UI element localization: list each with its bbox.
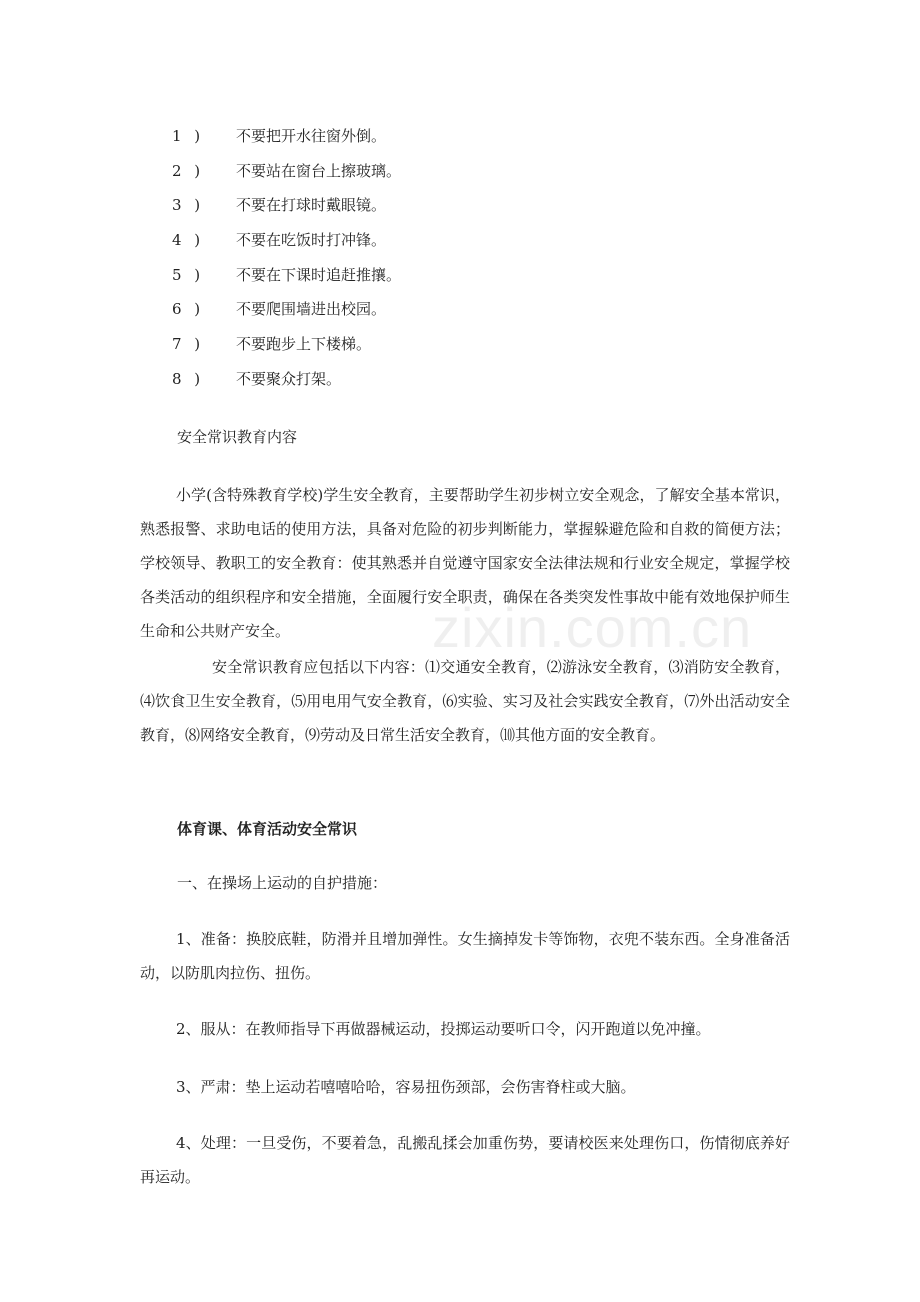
sub-heading-playground-measures: 一、在操场上运动的自护措施： [177,874,388,892]
list-item-text: 不要跑步上下楼梯。 [236,335,372,354]
list-item [172,157,772,192]
watermark: zixin.com.cn [432,596,753,659]
list-item-number: 4 ) [172,231,205,250]
paragraph-education-contents: 安全常识教育应包括以下内容：⑴交通安全教育，⑵游泳安全教育，⑶消防安全教育，⑷饮食卫生安全教育，⑸用电用气安全教育，⑹实验、实习及社会实践安全教育，⑺外出活动安全教育，⑻网络安全教育，⑼劳动及日常生活安全教育，⑽其他方面的安全教育。 [140,658,790,744]
paragraph-obey: 2、服从：在教师指导下再做器械运动，投掷运动要听口令，闪开跑道以免冲撞。 [176,1020,711,1038]
list-item-text: 不要在打球时戴眼镜。 [236,196,387,215]
list-item-number: 6 ) [172,300,205,319]
list-item-text: 不要在下课时追赶推攘。 [236,265,402,284]
section-heading-pe-safety: 体育课、体育活动安全常识 [177,820,358,838]
list-item [172,226,772,261]
list-item [172,191,772,226]
list-item-number: 8 ) [172,369,205,388]
list-item [172,365,772,400]
list-item [172,330,772,365]
list-item-text: 不要把开水往窗外倒。 [236,127,387,145]
list-item-text: 不要站在窗台上擦玻璃。 [236,161,402,180]
list-item [172,261,772,296]
list-item-number: 1 ) [172,127,205,145]
list-item [172,295,772,330]
list-item-text: 不要在吃饭时打冲锋。 [236,231,387,250]
list-item-number: 5 ) [172,265,205,284]
list-item-number: 7 ) [172,335,205,354]
rules-list [172,122,772,400]
paragraph-preparation: 1、准备：换胶底鞋，防滑并且增加弹性。女生摘掉发卡等饰物，衣兜不装东西。全身准备活动，以防肌肉拉伤、扭伤。 [140,930,790,982]
list-item-number: 2 ) [172,161,205,180]
paragraph-handling: 4、处理：一旦受伤，不要着急，乱搬乱揉会加重伤势，要请校医来处理伤口，伤情彻底养好再运动。 [140,1134,790,1186]
list-item-number: 3 ) [172,196,205,215]
list-item-text: 不要聚众打架。 [236,369,342,388]
paragraph-primary-school-education: 小学(含特殊教育学校)学生安全教育，主要帮助学生初步树立安全观念，了解安全基本常识，熟悉报警、求助电话的使用方法，具备对危险的初步判断能力，掌握躲避危险和自救的简便方法；学校领导、教职工的安全教育：使其熟悉并自觉遵守国家安全法律法规和行业安全规定，掌握学校各类活动的组织程序和安全措施，全面履行安全职责，确保在各类突发性事故中能有效地保护师生生命和公共财产安全。 [140,486,790,640]
section-heading-safety-content: 安全常识教育内容 [177,428,298,446]
list-item-text: 不要爬围墙进出校园。 [236,300,387,319]
paragraph-serious: 3、严肃：垫上运动若嘻嘻哈哈，容易扭伤颈部，会伤害脊柱或大脑。 [176,1078,636,1096]
list-item [172,122,772,157]
